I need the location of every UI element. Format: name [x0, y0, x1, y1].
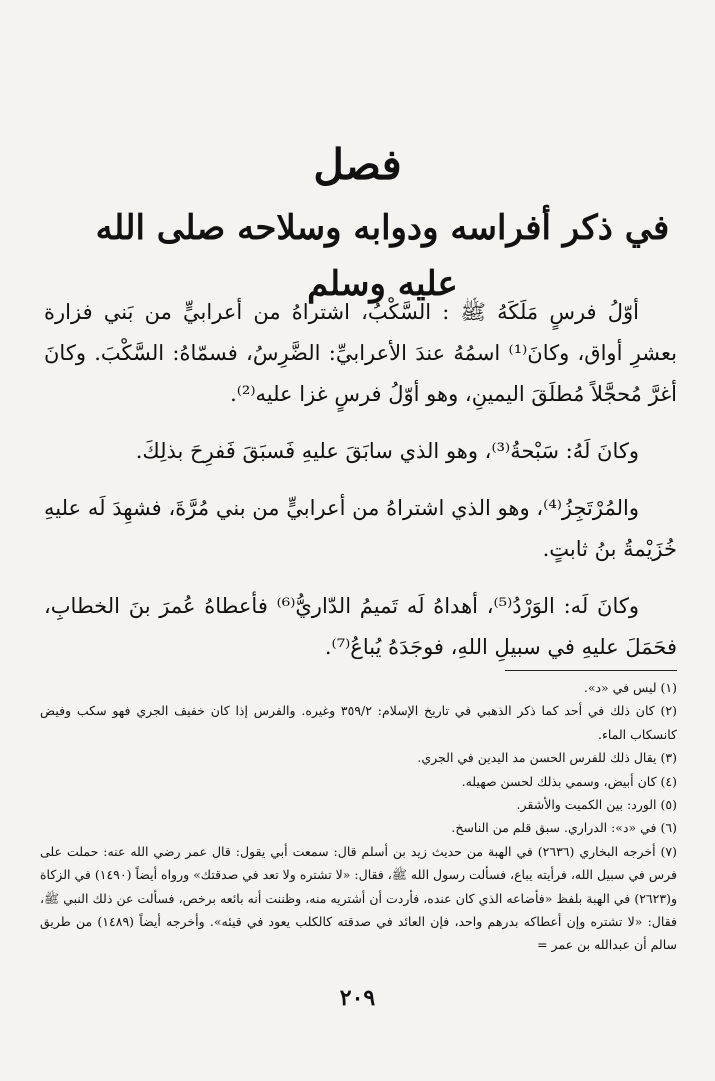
paragraph: والمُرْتَجِزُ⁽⁴⁾، وهو الذي اشتراهُ من أعرابيٍّ من بني مُرَّةَ، فشهِدَ لَه عليهِ خُزَيْمةُ بنُ ثابتٍ.: [44, 496, 677, 561]
footnotes: [40, 676, 677, 957]
section-subtitle: في ذكر أفراسه ودوابه وسلاحه صلى الله عليه وسلم: [95, 208, 670, 304]
footnote-4: (٤) كان أبيض، وسمي بذلك لحسن صهيله.: [461, 773, 677, 789]
footnote-7: (٧) أخرجه البخاري (٢٦٣٦) في الهبة من حديث زيد بن أسلم قال: سمعت أبي يقول: قال عمر رضي الله عنه: حملت على فرس في سبيل الله، فرأيته يباع، فسألت رسول الله ﷺ، فقال: «لا تشتره ولا تعد في صدقتك» ورواه أيضاً (١٤٩٠) في الزكاة و(٢٦٢٣) في الهبة بلفظ «فأضاعه الذي كان عنده، فأردت أن أشتريه منه، وظننت أنه بائعه برخص، فسألت عن ذلك النبي ﷺ، فقال: «لا تشتره وإن أعطاكه بدرهم واحد، فإن العائد في صدقته كالكلب يعود في قيئه». وأخرجه أيضاً (١٤٨٩) من طريق سالم أن عبدالله بن عمر =: [40, 843, 677, 953]
body-text: [44, 292, 677, 684]
paragraph: أوّلُ فرسٍ مَلَكَهُ ﷺ : السَّكْبُ، اشتراهُ من أعرابيٍّ من بَني فزارة بعشرِ أواق، وكانَ⁽¹⁾ اسمُهُ عندَ الأعرابيِّ: الضَّرِسُ، فسمّاهُ: السَّكْبَ. وكانَ أغرَّ مُحجَّلاً مُطلَقَ اليمينِ، وهو أوّلُ فرسٍ غزا عليه⁽²⁾.: [44, 300, 677, 406]
paragraph: وكانَ لَهُ: سَبْحةُ⁽³⁾، وهو الذي سابَقَ عليهِ فَسبَقَ فَفرِحَ بذلِكَ.: [135, 439, 639, 463]
paragraph: وكانَ لَه: الوَرْدُ⁽⁵⁾، أهداهُ لَه تَميمُ الدّاريُّ⁽⁶⁾ فأعطاهُ عُمرَ بنَ الخطابِ، فحَمَلَ عليهِ في سبيلِ اللهِ، فوجَدَهُ يُباعُ⁽⁷⁾.: [44, 594, 677, 659]
footnote-separator: [505, 670, 677, 671]
footnote-5: (٥) الورد: بين الكميت والأشقر.: [516, 797, 677, 813]
footnote-6: (٦) في «د»: الدراري. سبق قلم من الناسخ.: [451, 820, 677, 836]
footnote-3: (٣) يقال ذلك للفرس الحسن مد اليدين في الجري.: [417, 750, 677, 766]
footnote-2: (٢) كان ذلك في أحد كما ذكر الذهبي في تاريخ الإسلام: ٣٥٩/٢ وغيره. والفرس إذا كان خفيف الجري فهو سكب وفيض كانسكاب الماء.: [40, 703, 677, 742]
section-title: فصل: [313, 140, 402, 189]
page-number: ٢٠٩: [339, 985, 376, 1011]
footnote-1: (١) ليس في «د».: [583, 680, 677, 695]
